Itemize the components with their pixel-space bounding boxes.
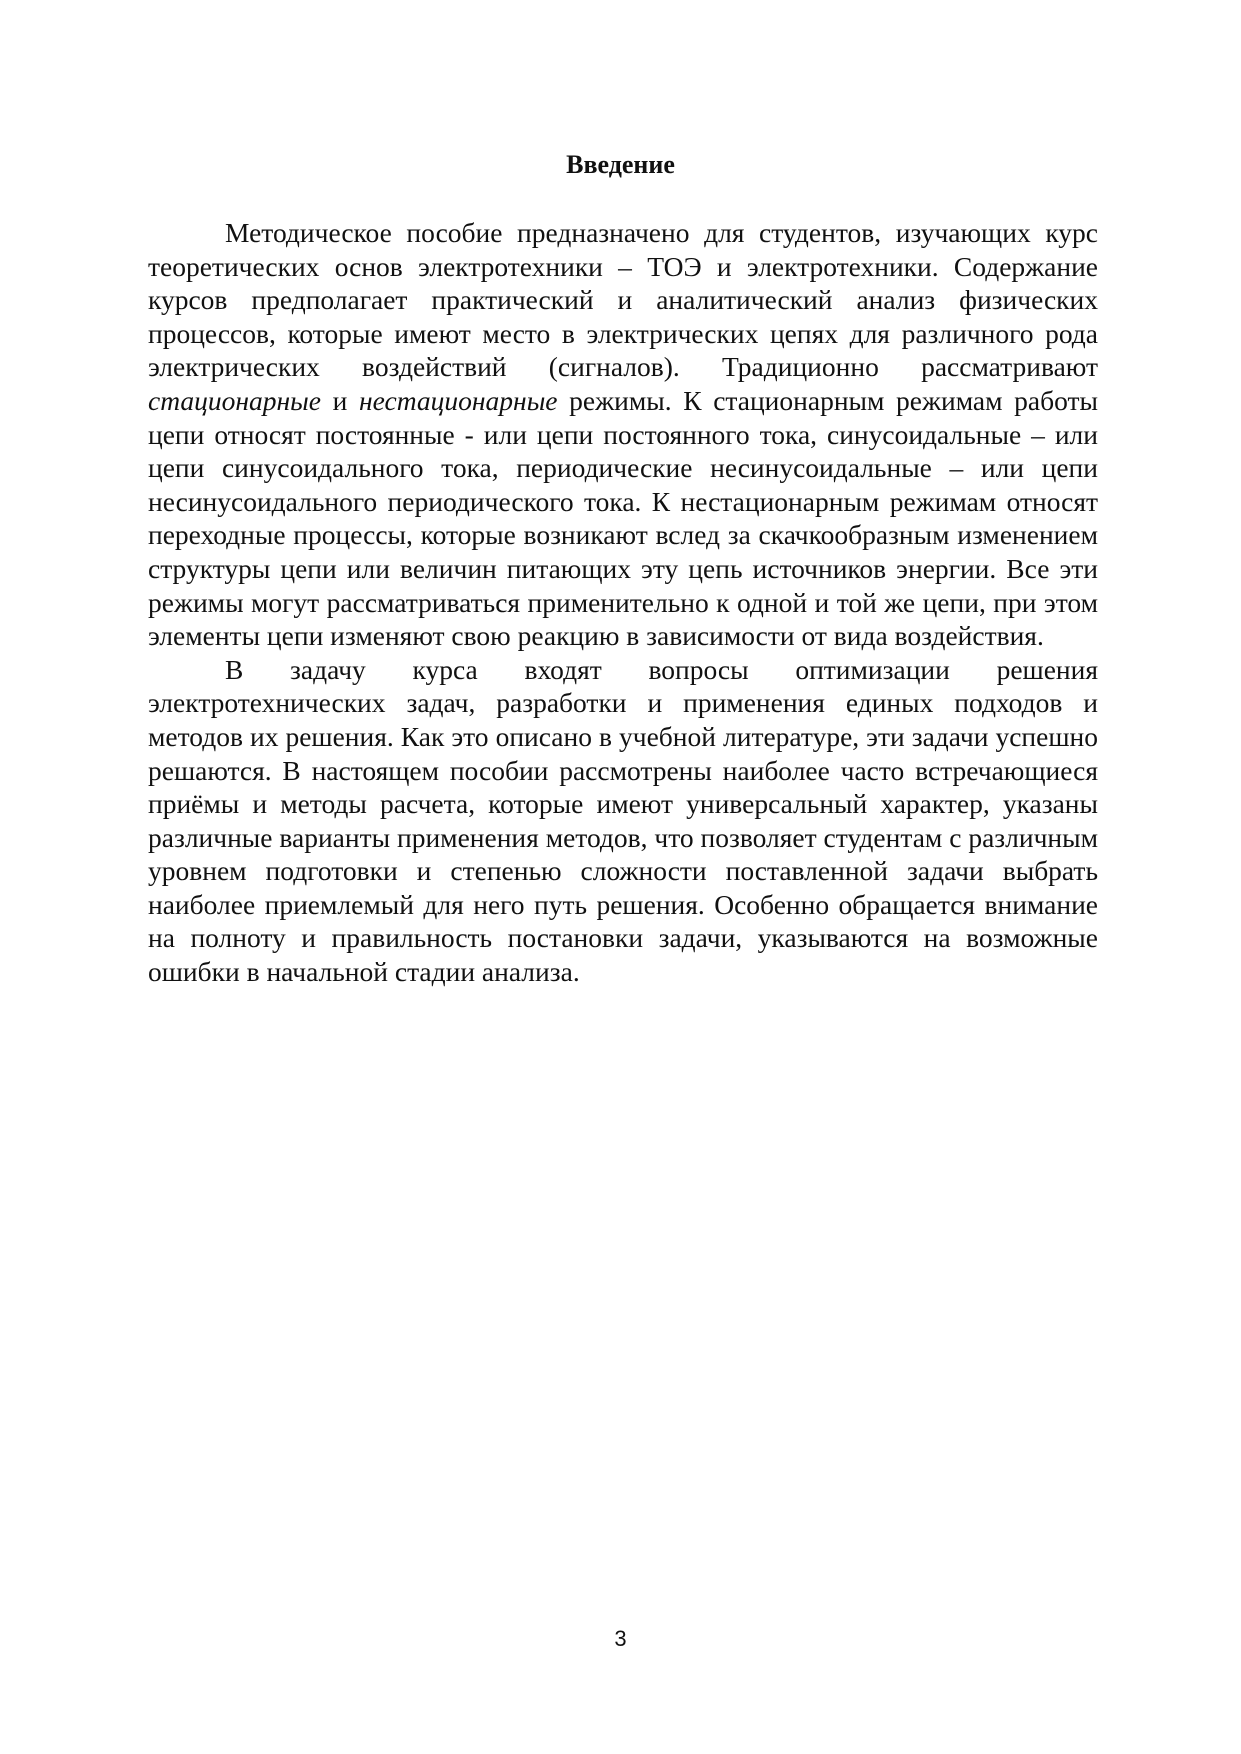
page-title: Введение bbox=[566, 150, 675, 179]
emphasis-nonstationary: нестационарные bbox=[359, 384, 558, 416]
paragraph-1 bbox=[148, 216, 1098, 653]
emphasis-stationary: стационарные bbox=[148, 384, 322, 416]
paragraph-1-text-a: Методическое пособие предназначено для студентов, изучающих курс теоретических основ электротехники – ТОЭ и электротехники. Содержание курсов предполагает практический и аналитический анализ физических процессов, которые имеют место в электрических цепях для различного рода электрических воздействий (сигналов). Традиционно рассматривают bbox=[148, 217, 1098, 383]
paragraph-1-text-b: и bbox=[321, 384, 360, 416]
paragraph-1-text-c: режимы. К стационарным режимам работы цепи относят постоянные - или цепи постоянного тока, синусоидальные – или цепи синусоидального тока, периодические несинусоидальные – или цепи несинусоидального периодического тока. К нестационарным режимам относят переходные процессы, которые возникают вслед за скачкообразным изменением структуры цепи или величин питающих эту цепь источников энергии. Все эти режимы могут рассматриваться применительно к одной и той же цепи, при этом элементы цепи изменяют свою реакцию в зависимости от вида воздействия. bbox=[148, 384, 1099, 652]
document-body bbox=[148, 216, 1098, 989]
page-number: 3 bbox=[614, 1626, 627, 1651]
paragraph-2: В задачу курса входят вопросы оптимизации решения электротехнических задач, разработки и применения единых подходов и методов их решения. Как это описано в учебной литературе, эти задачи успешно решаются. В настоящем пособии рассмотрены наиболее часто встречающиеся приёмы и методы расчета, которые имеют универсальный характер, указаны различные варианты применения методов, что позволяет студентам с различным уровнем подготовки и степенью сложности поставленной задачи выбрать наиболее приемлемый для него путь решения. Особенно обращается внимание на полноту и правильность постановки задачи, указываются на возможные ошибки в начальной стадии анализа. bbox=[148, 653, 1098, 988]
